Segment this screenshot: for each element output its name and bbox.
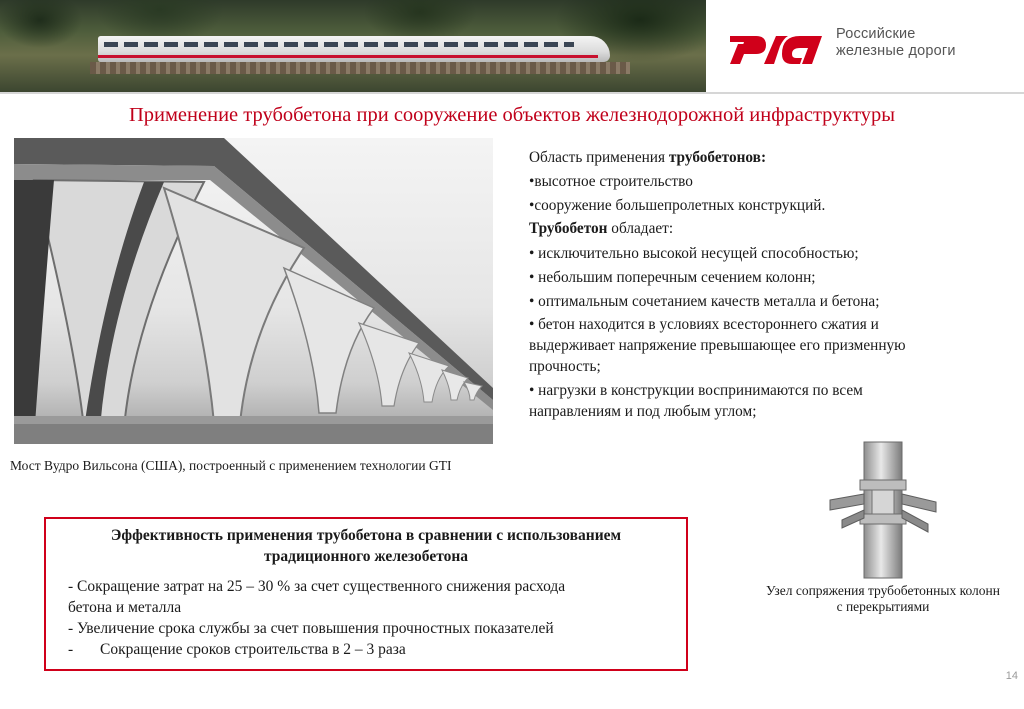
efficiency-item-text: Сокращение сроков строительства в 2 – 3 раза — [100, 641, 406, 658]
header-band — [0, 0, 1024, 92]
scope-item: •высотное строительство — [529, 173, 693, 190]
bridge-structure — [90, 62, 630, 74]
joint-caption-line2: с перекрытиями — [836, 599, 930, 614]
joint-caption-line1: Узел сопряжения трубобетонных колонн — [766, 583, 1000, 598]
header-divider — [0, 92, 1024, 94]
property-item-continued: прочность; — [529, 358, 601, 375]
rzd-logo-icon — [728, 26, 824, 66]
property-item: • оптимальным сочетанием качеств металла и бетона; — [529, 293, 880, 310]
scope-item: •сооружение большепролетных конструкций. — [529, 197, 826, 214]
bridge-illustration — [14, 138, 493, 444]
bridge-photo — [14, 138, 493, 444]
properties-heading — [529, 218, 999, 239]
train-windows — [104, 42, 574, 47]
slide-title: Применение трубобетона при сооружение объектов железнодорожной инфраструктуры — [128, 104, 896, 126]
efficiency-item-continued: бетона и металла — [68, 599, 182, 616]
property-item-continued: выдерживает напряжение превышающее его призменную — [529, 337, 906, 354]
property-item: • исключительно высокой несущей способностью; — [529, 245, 859, 262]
efficiency-title-line1: Эффективность применения трубобетона в сравнении с использованием — [110, 527, 622, 544]
brand-logo — [728, 22, 1018, 74]
train-stripe — [98, 55, 598, 58]
column-joint-illustration — [790, 440, 976, 580]
property-item: • небольшим поперечным сечением колонн; — [529, 269, 816, 286]
property-item: • нагрузки в конструкции воспринимаются по всем — [529, 382, 863, 399]
joint-caption — [745, 583, 1021, 615]
page-number: 14 — [1005, 670, 1018, 682]
scope-heading-bold: трубобетонов: — [668, 149, 767, 166]
efficiency-box — [44, 517, 688, 671]
brand-name-line1: Российские — [836, 26, 916, 42]
column-joint-image — [790, 440, 976, 580]
scope-heading-prefix: Область применения — [529, 149, 669, 166]
brand-name-line2: железные дороги — [836, 43, 956, 59]
efficiency-item — [68, 639, 678, 660]
properties-heading-rest: обладает: — [607, 220, 674, 237]
efficiency-item: - Увеличение срока службы за счет повышения прочностных показателей — [68, 620, 554, 637]
efficiency-item: - Сокращение затрат на 25 – 30 % за счет существенного снижения расхода — [68, 578, 566, 595]
photo-caption: Мост Вудро Вильсона (США), построенный с применением технологии GTI — [10, 458, 452, 473]
property-item: • бетон находится в условиях всестороннего сжатия и — [529, 316, 879, 333]
scope-heading — [529, 146, 999, 170]
efficiency-title — [54, 525, 678, 567]
efficiency-title-line2: традиционного железобетона — [263, 548, 469, 565]
property-item-continued: направлениям и под любым углом; — [529, 403, 757, 420]
application-text — [529, 146, 999, 422]
properties-heading-bold: Трубобетон — [529, 220, 608, 237]
train-photo — [0, 0, 706, 92]
train-body — [98, 36, 610, 62]
brand-name — [836, 26, 956, 60]
efficiency-list — [68, 576, 678, 660]
efficiency-dash: - — [68, 641, 74, 658]
